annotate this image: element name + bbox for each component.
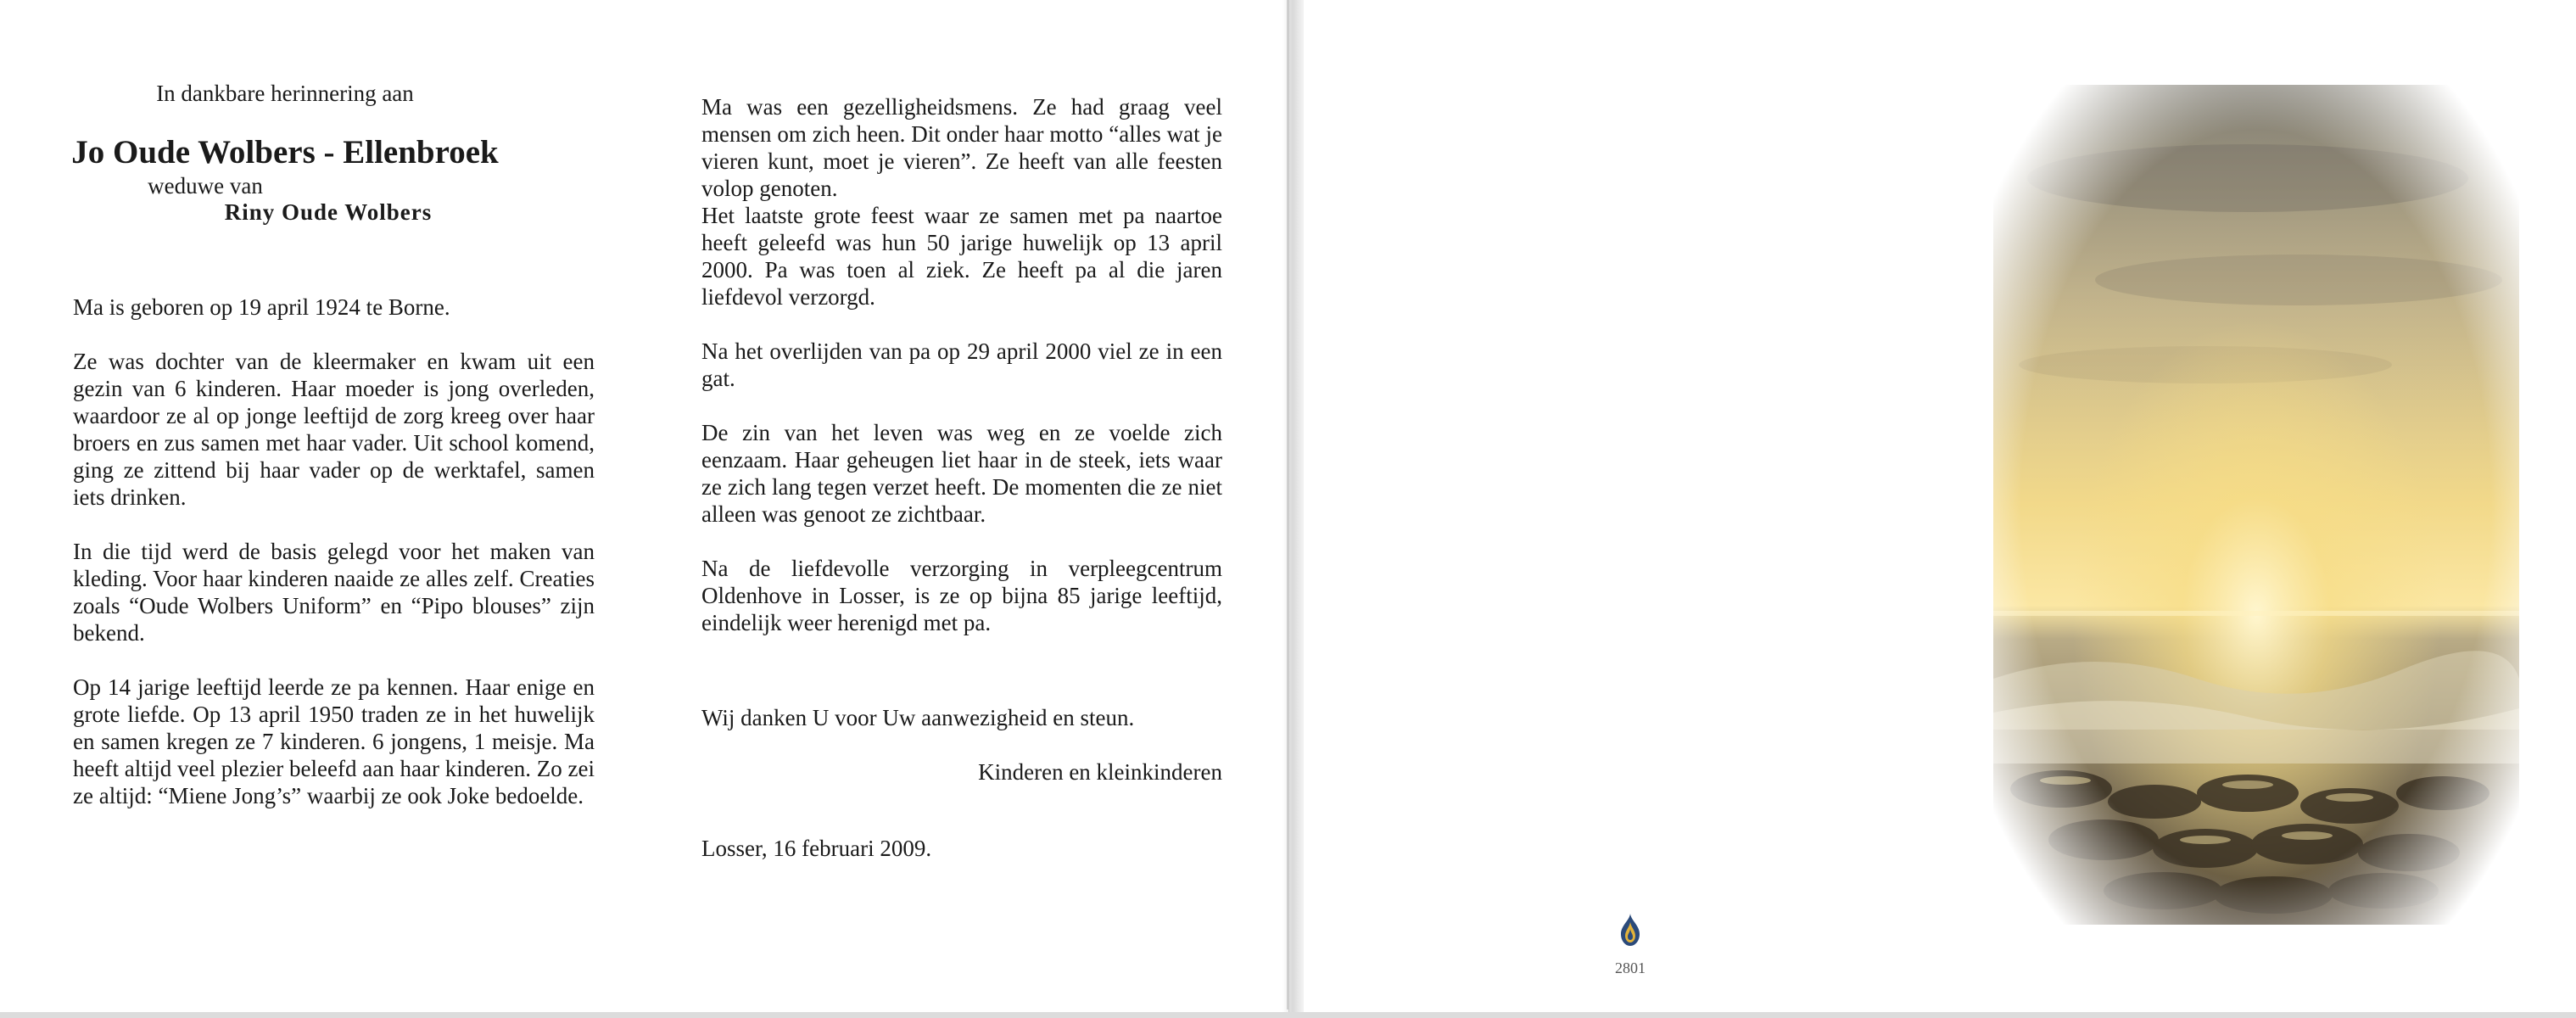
paragraph-care: Na de liefdevolle verzorging in verpleegcentrum Oldenhove in Losser, is ze op bijna 85 jarige leeftijd, eindelijk weer herenigd met pa.	[701, 556, 1222, 635]
publisher-logo-icon	[1612, 912, 1648, 949]
signature-text: Kinderen en kleinkinderen	[978, 759, 1222, 785]
card-inner-left	[0, 0, 1289, 1012]
paragraph-lonely: De zin van het leven was weg en ze voelde zich eenzaam. Haar geheugen liet haar in de steek, iets waar ze zich lang tegen verzet heeft. De momenten die ze niet alleen was genoot ze zichtbaar.	[701, 420, 1222, 527]
husband-name: Riny Oude Wolbers	[224, 199, 433, 225]
paragraph-sociable: Ma was een gezelligheidsmens. Ze had graag veel mensen om zich heen. Dit onder haar motto “alles wat je vieren kunt, moet je vieren”. Ze heeft van alle feesten volop genoten.	[701, 94, 1222, 201]
paragraph-clothing: In die tijd werd de basis gelegd voor het maken van kleding. Voor haar kinderen naaide ze alles zelf. Creaties zoals “Oude Wolbers Uniform” en “Pipo blouses” zijn bekend.	[73, 539, 595, 646]
sunset-photo	[1993, 85, 2519, 925]
center-fold-line	[1287, 0, 1288, 1010]
fold-shadow	[1282, 0, 1303, 1012]
paragraph-marriage: Op 14 jarige leeftijd leerde ze pa kennen. Haar enige en grote liefde. Op 13 april 1950 traden ze in het huwelijk en samen kregen ze 7 kinderen. 6 jongens, 1 meisje. Ma heeft altijd veel plezier beleefd aan haar kinderen. Zo zei ze altijd: “Miene Jong’s” waarbij ze ook Joke bedoelde.	[73, 674, 595, 808]
card-code: 2801	[1615, 959, 1646, 976]
widow-of-text: weduwe van	[148, 173, 263, 199]
left-column	[73, 80, 595, 809]
scan-bottom-edge	[0, 1012, 2576, 1018]
paragraph-childhood: Ze was dochter van de kleermaker en kwam uit een gezin van 6 kinderen. Haar moeder is jong overleden, waardoor ze al op jonge leeftijd de zorg kreeg over haar broers en zus samen met haar vader. Uit school komend, ging ze zittend bij haar vader op de werktafel, samen iets drinken.	[73, 349, 595, 510]
intro-text: In dankbare herinnering aan	[156, 81, 414, 106]
deceased-name: Jo Oude Wolbers - Ellenbroek	[71, 134, 499, 171]
thanks-text: Wij danken U voor Uw aanwezigheid en steun.	[701, 705, 1135, 730]
place-date-text: Losser, 16 februari 2009.	[701, 836, 932, 861]
paragraph-last-party: Het laatste grote feest waar ze samen met pa naartoe heeft geleefd was hun 50 jarige huwelijk op 13 april 2000. Pa was toen al ziek. Ze heeft pa al die jaren liefdevol verzorgd.	[701, 203, 1222, 310]
paragraph-loss: Na het overlijden van pa op 29 april 2000 viel ze in een gat.	[701, 338, 1222, 391]
middle-column	[701, 93, 1222, 862]
paragraph-birth: Ma is geboren op 19 april 1924 te Borne.	[73, 294, 450, 320]
